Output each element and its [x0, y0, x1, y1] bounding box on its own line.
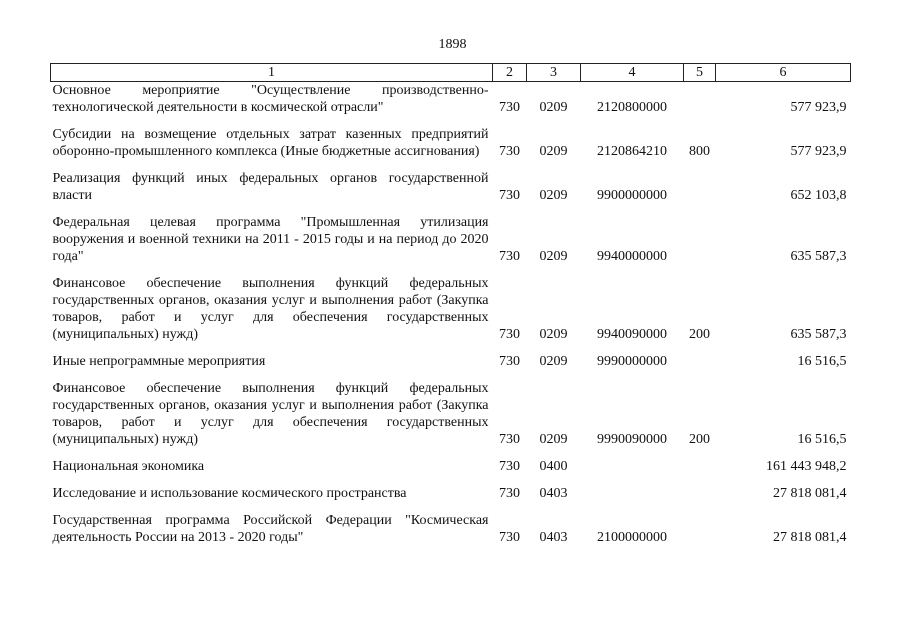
row-description: Основное мероприятие "Осуществление производственно-технологической деятельности в космической отрасли" [52, 83, 489, 115]
header-col-6: 6 [716, 64, 851, 82]
row-section-code: 0403 [539, 486, 568, 501]
row-description: Субсидии на возмещение отдельных затрат казенных предприятий оборонно-промышленного комплекса (Иные бюджетные ассигнования) [52, 127, 489, 159]
row-target-code: 9940090000 [597, 327, 667, 342]
table-row [51, 82, 851, 117]
row-expense-type: 200 [689, 327, 710, 342]
table-row [51, 343, 851, 370]
row-section-code: 0209 [539, 327, 568, 342]
row-target-code [581, 448, 684, 475]
row-section-code: 0209 [539, 100, 568, 115]
table-row [51, 160, 851, 204]
header-col-4: 4 [581, 64, 684, 82]
row-section-code: 0209 [539, 354, 568, 369]
row-section-code: 0209 [539, 432, 568, 447]
table-row [51, 502, 851, 546]
row-amount: 577 923,9 [790, 144, 847, 159]
row-section-code: 0209 [539, 249, 568, 264]
page-number: 1898 [438, 37, 467, 52]
table-row [51, 475, 851, 502]
row-expense-type [684, 475, 716, 502]
row-admin-code: 730 [499, 459, 520, 474]
row-description: Иные непрограммные мероприятия [52, 354, 266, 369]
row-target-code: 2120800000 [597, 100, 667, 115]
row-target-code: 9940000000 [597, 249, 667, 264]
row-target-code: 2120864210 [597, 144, 667, 159]
row-amount: 27 818 081,4 [773, 486, 847, 501]
header-col-2: 2 [493, 64, 527, 82]
row-expense-type [684, 82, 716, 117]
row-amount: 652 103,8 [790, 188, 847, 203]
table-row [51, 448, 851, 475]
table-header [51, 64, 851, 82]
table-row [51, 370, 851, 448]
table-row [51, 116, 851, 160]
row-section-code: 0400 [539, 459, 568, 474]
row-expense-type [684, 204, 716, 265]
header-col-1: 1 [51, 64, 493, 82]
row-amount: 27 818 081,4 [773, 530, 847, 545]
row-target-code: 9900000000 [597, 188, 667, 203]
table-row [51, 265, 851, 343]
row-expense-type [684, 502, 716, 546]
row-admin-code: 730 [499, 354, 520, 369]
header-row [51, 64, 851, 82]
row-expense-type: 800 [689, 144, 710, 159]
row-admin-code: 730 [499, 432, 520, 447]
row-amount: 635 587,3 [790, 249, 847, 264]
row-admin-code: 730 [499, 144, 520, 159]
row-description: Реализация функций иных федеральных органов государственной власти [52, 171, 489, 203]
row-target-code: 9990090000 [597, 432, 667, 447]
row-target-code [581, 475, 684, 502]
row-amount: 16 516,5 [797, 432, 847, 447]
row-expense-type [684, 343, 716, 370]
row-expense-type [684, 160, 716, 204]
row-amount: 161 443 948,2 [766, 459, 847, 474]
row-amount: 635 587,3 [790, 327, 847, 342]
row-admin-code: 730 [499, 486, 520, 501]
budget-table [50, 63, 851, 546]
row-section-code: 0209 [539, 144, 568, 159]
table-row [51, 204, 851, 265]
row-description: Национальная экономика [52, 459, 205, 474]
row-admin-code: 730 [499, 188, 520, 203]
row-description: Федеральная целевая программа "Промышленная утилизация вооружения и военной техники на 2011 - 2015 годы и на период до 2020 года" [52, 215, 489, 264]
row-description: Финансовое обеспечение выполнения функций федеральных государственных органов, оказания услуг и выполнения работ (Закупка товаров, работ и услуг для обеспечения государственных (муниципальных) нужд) [52, 276, 489, 342]
row-amount: 16 516,5 [797, 354, 847, 369]
row-admin-code: 730 [499, 530, 520, 545]
row-admin-code: 730 [499, 249, 520, 264]
row-section-code: 0209 [539, 188, 568, 203]
row-target-code: 9990000000 [597, 354, 667, 369]
row-target-code: 2100000000 [597, 530, 667, 545]
table-body [51, 82, 851, 547]
row-description: Государственная программа Российской Федерации "Космическая деятельность России на 2013 - 2020 годы" [52, 513, 489, 545]
row-admin-code: 730 [499, 100, 520, 115]
row-section-code: 0403 [539, 530, 568, 545]
header-col-3: 3 [527, 64, 581, 82]
row-expense-type: 200 [689, 432, 710, 447]
row-expense-type [684, 448, 716, 475]
header-col-5: 5 [684, 64, 716, 82]
row-admin-code: 730 [499, 327, 520, 342]
row-amount: 577 923,9 [790, 100, 847, 115]
row-description: Финансовое обеспечение выполнения функций федеральных государственных органов, оказания услуг и выполнения работ (Закупка товаров, работ и услуг для обеспечения государственных (муниципальных) нужд) [52, 381, 489, 447]
row-description: Исследование и использование космического пространства [52, 486, 407, 501]
